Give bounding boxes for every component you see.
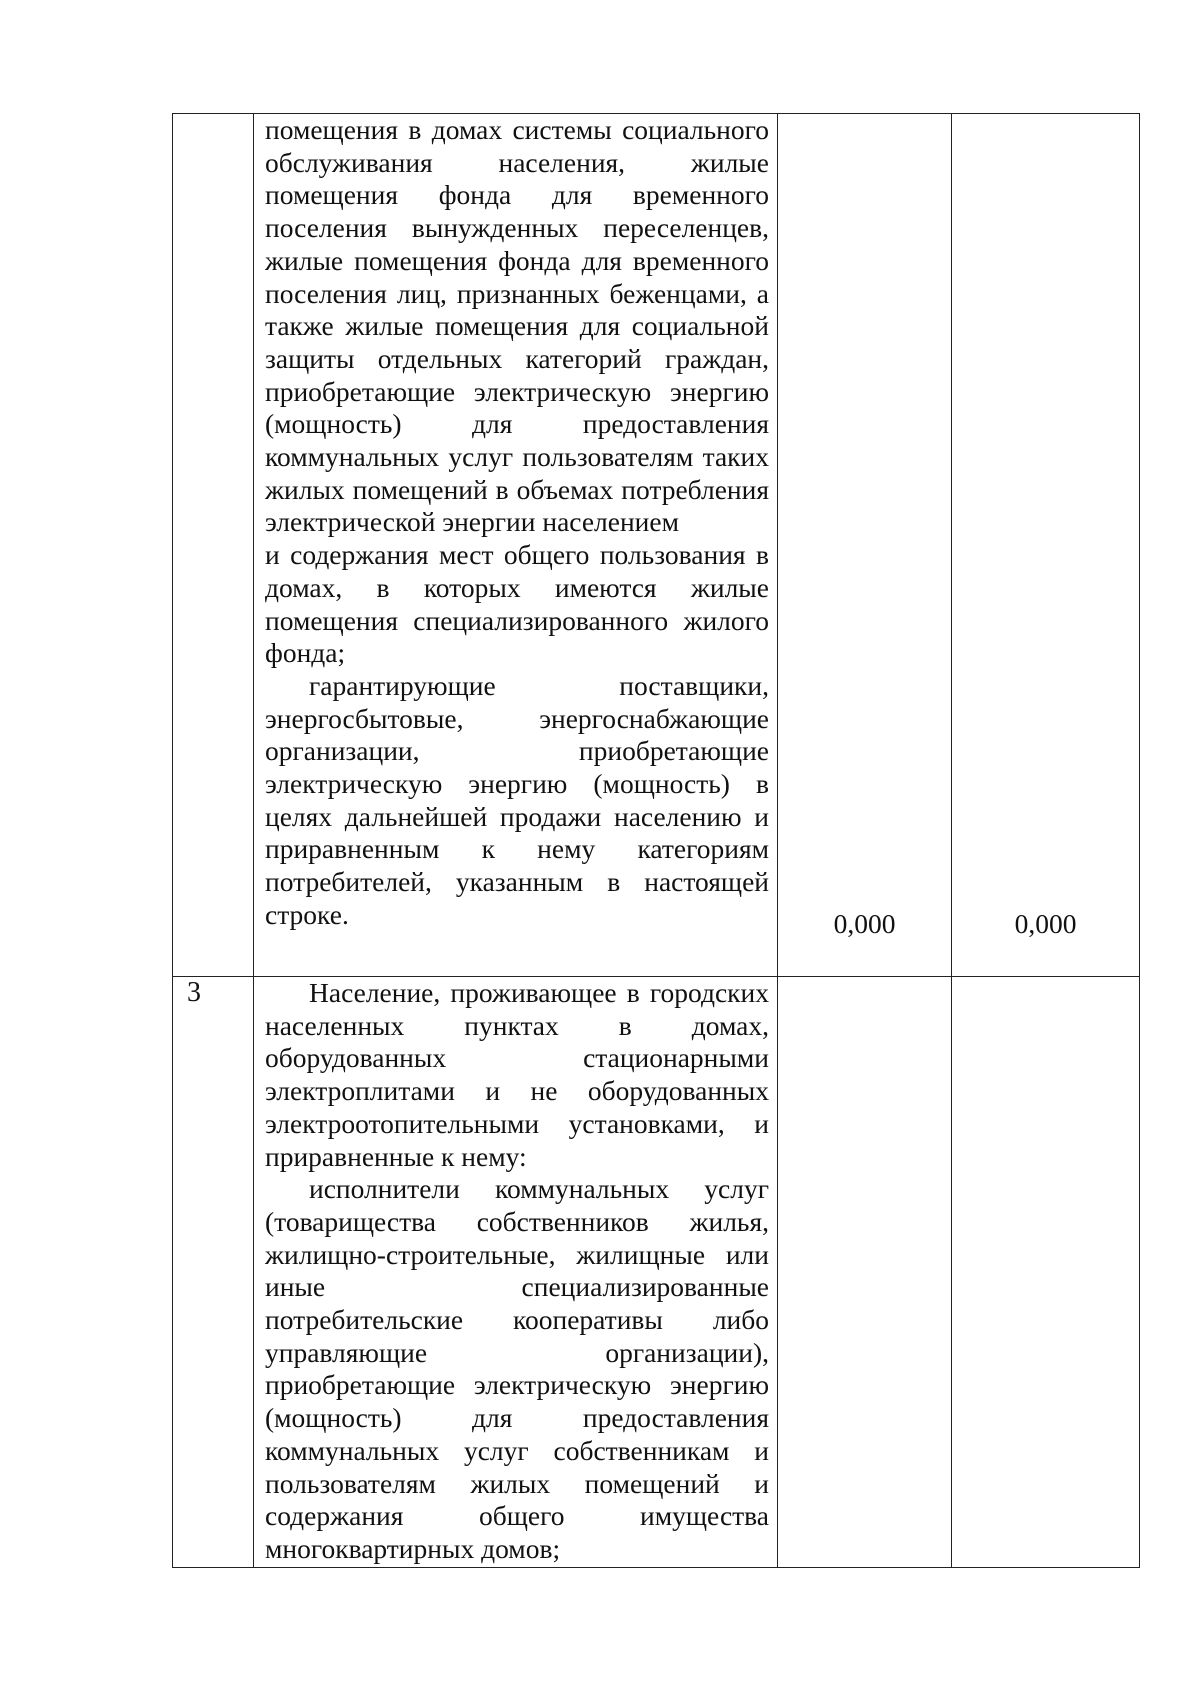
row-number-cell: 3 xyxy=(173,977,254,1568)
description-paragraph: и содержания мест общего пользования в домах, в которых имеются жилые помещения специализированного жилого фонда; xyxy=(265,539,769,669)
row-description-cell xyxy=(254,114,778,977)
description-paragraph: исполнители коммунальных услуг (товарищества собственников жилья, жилищно-строительные, жилищные или иные специализированные потребительские кооперативы либо управляющие организации), приобретающие электрическую энергию (мощность) для предоставления коммунальных услуг собственникам и пользователям жилых помещений и содержания общего имущества многоквартирных домов; xyxy=(265,1173,769,1564)
table-row xyxy=(173,977,1140,1568)
row-value-1-cell xyxy=(778,114,952,977)
row-value-1: 0,000 xyxy=(833,908,896,940)
description-paragraph: помещения в домах системы социального обслуживания населения, жилые помещения фонда для временного поселения вынужденных переселенцев, жилые помещения фонда для временного поселения лиц, признанных беженцами, а также жилые помещения для социальной защиты отдельных категорий граждан, приобретающие электрическую энергию (мощность) для предоставления коммунальных услуг пользователям таких жилых помещений в объемах потребления электрической энергии населением xyxy=(265,114,769,538)
row-value-2-cell xyxy=(952,114,1140,977)
row-value-2 xyxy=(952,1532,1139,1567)
row-number-cell xyxy=(173,114,254,977)
description-paragraph: гарантирующие поставщики, энергосбытовые, энергоснабжающие организации, приобретающие электрическую энергию (мощность) в целях дальнейшей продажи населению и приравненным к нему категориям потребителей, указанным в настоящей строке. xyxy=(265,669,769,930)
row-description-cell xyxy=(254,977,778,1568)
row-value-1 xyxy=(778,1532,951,1567)
tariff-table xyxy=(172,113,1140,1568)
description-paragraph: Население, проживающее в городских населенных пунктах в домах, оборудованных стационарными электроплитами и не оборудованных электроотопительными установками, и приравненные к нему: xyxy=(265,977,769,1172)
row-value-2-cell xyxy=(952,977,1140,1568)
row-value-1-cell xyxy=(778,977,952,1568)
row-value-2: 0,000 xyxy=(1014,908,1077,940)
table-row xyxy=(173,114,1140,977)
